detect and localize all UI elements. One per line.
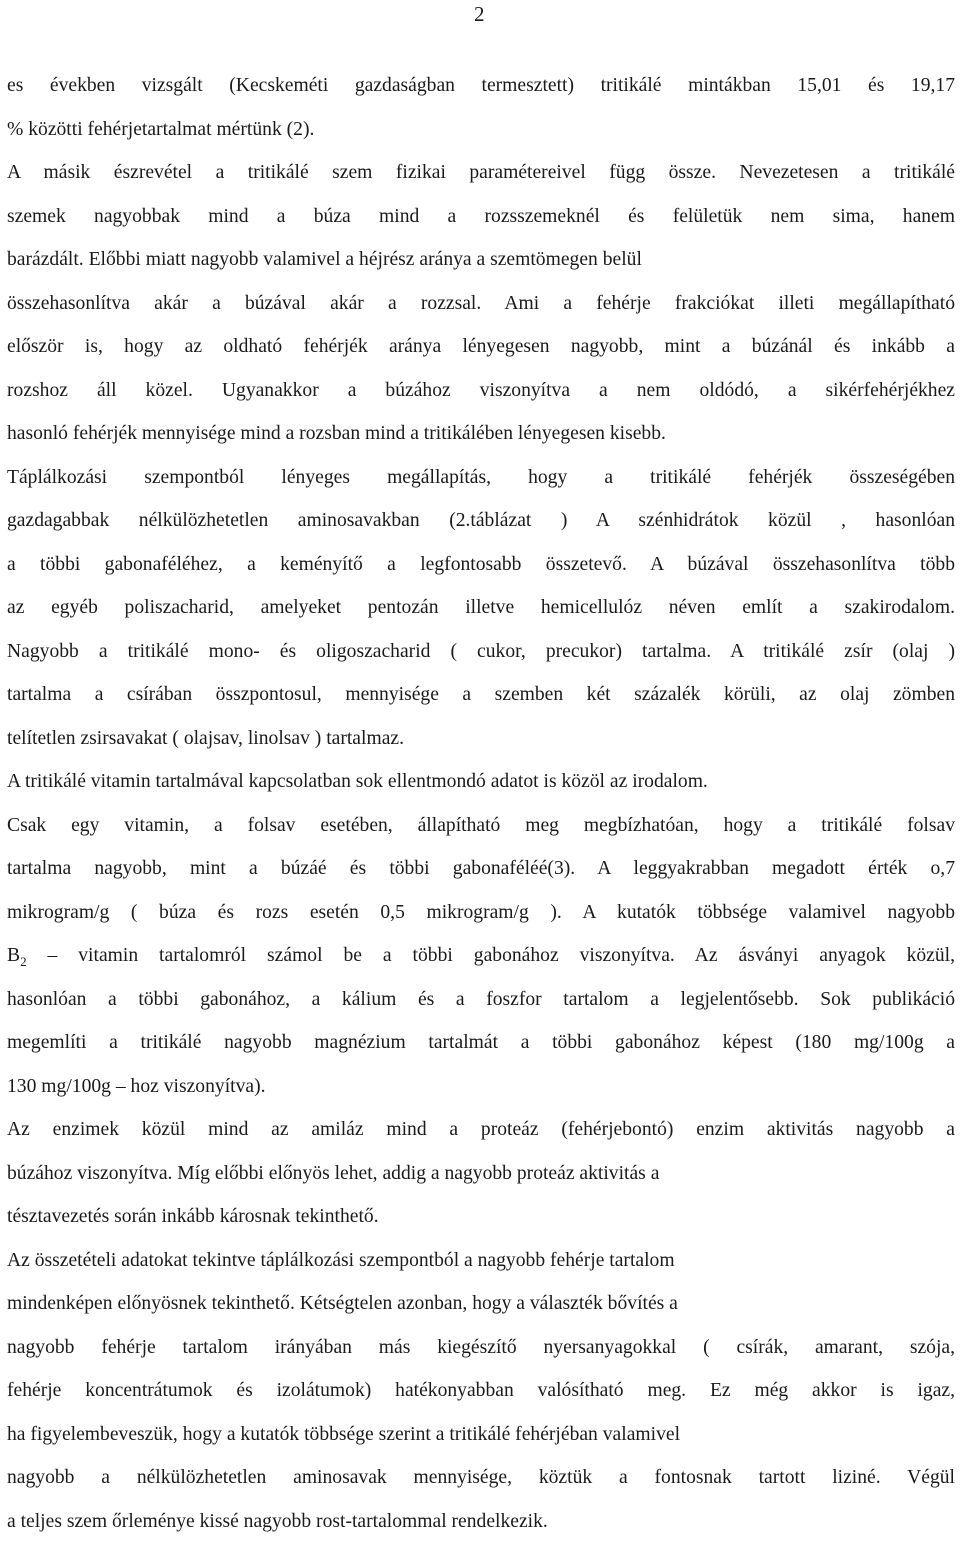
text-line: tartalma a csírában összpontosul, mennyisége a szemben két százalék körüli, az olaj zömben: [7, 684, 955, 705]
text-line: tartalma nagyobb, mint a búzáé és többi gabonaféléé(3). A leggyakrabban megadott érték o,7: [7, 858, 955, 879]
text-line: összehasonlítva akár a búzával akár a rozzsal. Ami a fehérje frakciókat illeti megállapítható: [7, 292, 955, 314]
text-line: Táplálkozási szempontból lényeges megállapítás, hogy a tritikálé fehérjék összeségében: [7, 466, 955, 488]
text-line: megemlíti a tritikálé nagyobb magnézium tartalmát a többi gabonához képest (180 mg/100g a: [7, 1032, 955, 1053]
text-line: fehérje koncentrátumok és izolátumok) hatékonyabban valósítható meg. Ez még akkor is igaz,: [7, 1380, 955, 1401]
vitamin-letter: B: [7, 945, 21, 966]
text-line: mindenképen előnyösnek tekinthető. Kétségtelen azonban, hogy a választék bővítés a: [7, 1293, 678, 1314]
page-number: 2: [474, 2, 485, 26]
text-line: szemek nagyobbak mind a búza mind a rozsszemeknél és felületük nem sima, hanem: [7, 205, 955, 227]
text-line: Az összetételi adatokat tekintve táplálkozási szempontból a nagyobb fehérje tartalom: [7, 1249, 675, 1271]
vitamin-line-rest: – vitamin tartalomról számol be a többi gabonához viszonyítva. Az ásványi anyagok közül,: [26, 945, 955, 966]
text-line: tésztavezetés során inkább károsnak tekinthető.: [7, 1206, 379, 1227]
text-line: Csak egy vitamin, a folsav esetében, állapítható meg megbízhatóan, hogy a tritikálé folsav: [7, 814, 955, 836]
text-line: ha figyelembeveszük, hogy a kutatók többsége szerint a tritikálé fehérjéban valamivel: [7, 1423, 681, 1445]
text-line: es években vizsgált (Kecskeméti gazdaságban termesztett) tritikálé mintákban 15,01 és 19,17: [7, 75, 955, 96]
text-line: 130 mg/100g – hoz viszonyítva).: [7, 1075, 266, 1097]
text-line: mikrogram/g ( búza és rozs esetén 0,5 mikrogram/g ). A kutatók többsége valamivel nagyobb: [7, 901, 955, 923]
text-line: búzához viszonyítva. Míg előbbi előnyös lehet, addig a nagyobb proteáz aktivitás a: [7, 1162, 660, 1184]
text-line: hasonló fehérjék mennyisége mind a rozsban mind a tritikálében lényegesen kisebb.: [7, 423, 666, 444]
text-line: A tritikálé vitamin tartalmával kapcsolatban sok ellentmondó adatot is közöl az irodalom.: [7, 771, 708, 792]
body-text: [7, 64, 955, 1543]
text-line: rozshoz áll közel. Ugyanakkor a búzához viszonyítva a nem oldódó, a sikérfehérjékhez: [7, 379, 955, 401]
text-line: A másik észrevétel a tritikálé szem fizikai paramétereivel függ össze. Nevezetesen a tritikálé: [7, 162, 955, 183]
text-line: gazdagabbak nélkülözhetetlen aminosavakban (2.táblázat ) A szénhidrátok közül , hasonlóan: [7, 510, 955, 531]
text-line: barázdált. Előbbi miatt nagyobb valamivel a héjrész aránya a szemtömegen belül: [7, 249, 642, 270]
text-line: telítetlen zsirsavakat ( olajsav, linolsav ) tartalmaz.: [7, 727, 404, 749]
text-line: % közötti fehérjetartalmat mértünk (2).: [7, 118, 315, 140]
text-line: Nagyobb a tritikálé mono- és oligoszacharid ( cukor, precukor) tartalma. A tritikálé zsír (olaj ): [7, 640, 955, 662]
text-line: a teljes szem őrleménye kissé nagyobb rost-tartalommal rendelkezik.: [7, 1510, 548, 1532]
text-line: [7, 934, 955, 978]
text-line: először is, hogy az oldható fehérjék aránya lényegesen nagyobb, mint a búzánál és inkább a: [7, 336, 955, 357]
text-line: a többi gabonaféléhez, a keményítő a legfontosabb összetevő. A búzával összehasonlítva több: [7, 553, 955, 575]
text-line: nagyobb a nélkülözhetetlen aminosavak mennyisége, köztük a fontosnak tartott liziné. Végül: [7, 1467, 955, 1488]
vitamin-subscript: 2: [20, 954, 27, 969]
text-line: Az enzimek közül mind az amiláz mind a proteáz (fehérjebontó) enzim aktivitás nagyobb a: [7, 1119, 955, 1140]
text-line: nagyobb fehérje tartalom irányában más kiegészítő nyersanyagokkal ( csírák, amarant, szója,: [7, 1336, 955, 1358]
text-line: az egyéb poliszacharid, amelyeket pentozán illetve hemicellulóz néven említ a szakirodalom.: [7, 597, 955, 618]
text-line: hasonlóan a többi gabonához, a kálium és a foszfor tartalom a legjelentősebb. Sok publikáció: [7, 988, 955, 1010]
